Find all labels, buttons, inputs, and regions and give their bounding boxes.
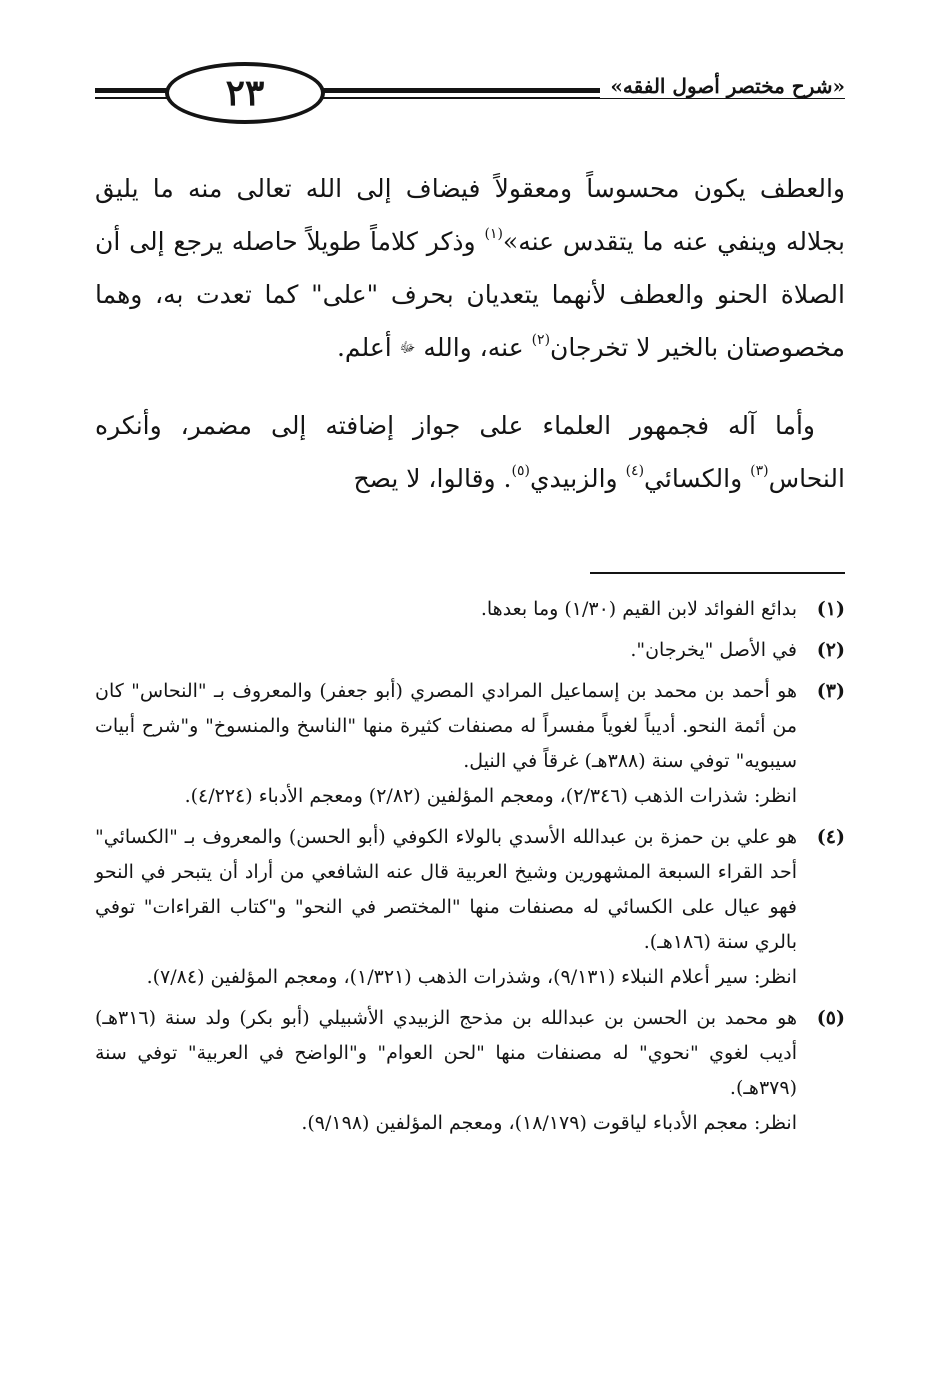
footnote-number: (٤) [816,826,845,848]
main-text [95,162,845,505]
footnote-ref-1[interactable]: (١) [484,226,503,242]
footnote-text: بدائع الفوائد لابن القيم (١/٣٠) وما بعدها. [480,598,797,620]
footnote-number: (٥) [816,1007,845,1029]
running-title: «شرح مختصر أصول الفقه» [600,74,845,98]
footnote-source: انظر: معجم الأدباء لياقوت (١٨/١٧٩)، ومعجم المؤلفين (٩/١٩٨). [301,1112,797,1134]
footnote-1 [95,592,845,627]
page-header [95,58,845,128]
footnote-3 [95,674,845,814]
page-number-oval [165,62,325,124]
p2-text-2: والكسائي [644,464,751,493]
footnote-separator [590,572,845,574]
footnote-ref-3[interactable]: (٣) [750,463,769,479]
p2-text-3: والزبيدي [529,464,626,493]
footnote-text: هو علي بن حمزة بن عبدالله الأسدي بالولاء الكوفي (أبو الحسن) والمعروف بـ "الكسائي" أحد القراء السبعة المشهورين وشيخ العربية قال عنه الشافعي من أراد أن يتبحر في النحو فهو عيال على الكسائي له مصنفات منها "المختصر في النحو" و"كتاب القراءات" توفي بالري سنة (١٨٦هـ). [95,826,797,953]
footnote-number: (١) [816,598,845,620]
footnote-source: انظر: شذرات الذهب (٢/٣٤٦)، ومعجم المؤلفين (٢/٨٢) ومعجم الأدباء (٤/٢٢٤). [184,785,797,807]
paragraph-1 [95,162,845,375]
footnote-text: في الأصل "يخرجان". [630,639,797,661]
footnote-text: هو أحمد بن محمد بن إسماعيل المرادي المصري (أبو جعفر) والمعروف بـ "النحاس" كان من أئمة النحو. أديباً لغوياً مفسراً له مصنفات كثيرة منها "الناسخ والمنسوخ" و"شرح أبيات سيبويه" توفي سنة (٣٨٨هـ) غرقاً في النيل. [95,680,797,772]
p1-text-3: عنه، والله [415,333,532,362]
footnote-ref-2[interactable]: (٢) [531,332,551,348]
footnote-2 [95,633,845,668]
footnote-5 [95,1001,845,1141]
footnote-source: انظر: سير أعلام النبلاء (٩/١٣١)، وشذرات الذهب (١/٣٢١)، ومعجم المؤلفين (٧/٨٤). [146,966,797,988]
paragraph-2 [95,399,845,505]
p2-text-1: وأما آله فجمهور العلماء على جواز إضافته إلى مضمر، وأنكره النحاس [95,411,845,493]
p2-text-4: . وقالوا، لا يصح [353,464,512,493]
footnote-number: (٣) [816,680,845,702]
honorific-glyph: ﷻ [399,340,416,356]
footnote-ref-5[interactable]: (٥) [511,463,530,479]
footnote-number: (٢) [816,639,845,661]
footnote-4 [95,820,845,995]
footnote-ref-4[interactable]: (٤) [625,463,645,479]
footnotes [95,592,845,1147]
page-number: ٢٣ [225,72,265,114]
footnote-text: هو محمد بن الحسن بن عبدالله بن مذحج الزبيدي الأشبيلي (أبو بكر) ولد سنة (٣١٦هـ) أديب لغوي "نحوي" له مصنفات منها "لحن العوام" و"الواضح في العربية" توفي سنة (٣٧٩هـ). [95,1007,797,1099]
p1-text-2: وذكر كلاماً طويلاً حاصله يرجع إلى أن الصلاة الحنو والعطف لأنهما يتعديان بحرف "على" كما تعدت به، وهما مخصوصتان بالخير لا تخرجان [95,227,845,362]
p1-text-1: والعطف يكون محسوساً ومعقولاً فيضاف إلى الله تعالى منه ما يليق بجلاله وينفي عنه ما يتقدس عنه» [95,174,845,256]
p1-text-4: أعلم. [336,333,400,362]
